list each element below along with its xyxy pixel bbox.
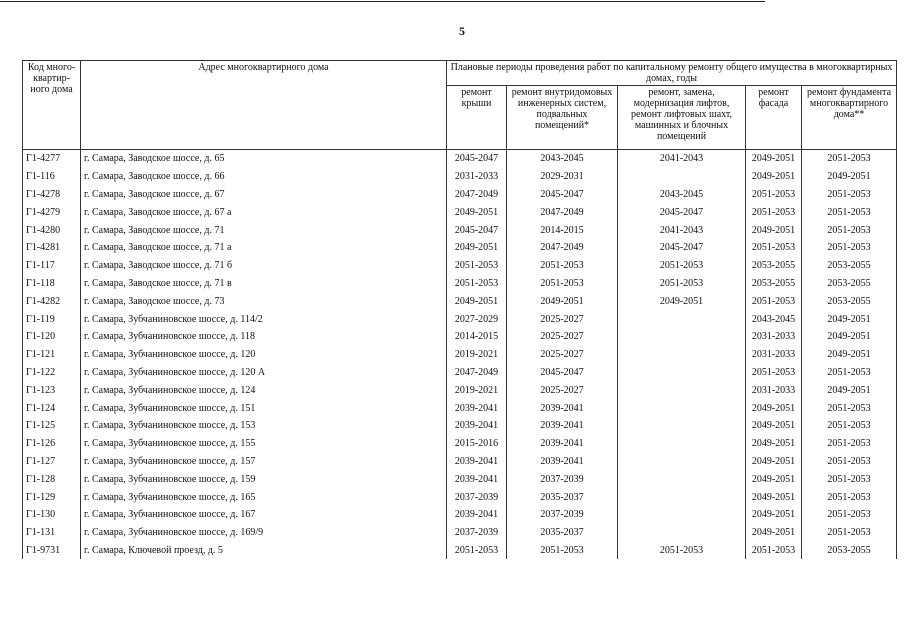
header-engineering: ремонт внутридомовых инженерных систем, подвальных помещений* bbox=[507, 86, 618, 150]
table-row bbox=[23, 257, 897, 275]
facade-period-cell: 2031-2033 bbox=[746, 328, 802, 346]
table-row bbox=[23, 399, 897, 417]
foundation-period-cell: 2051-2053 bbox=[802, 417, 897, 435]
facade-period-cell: 2049-2051 bbox=[746, 221, 802, 239]
foundation-period-cell: 2051-2053 bbox=[802, 186, 897, 204]
elevators-period-cell bbox=[618, 453, 746, 471]
table-row bbox=[23, 275, 897, 293]
page-number: 5 bbox=[459, 24, 465, 38]
table-row bbox=[23, 506, 897, 524]
address-cell: г. Самара, Зубчаниновское шоссе, д. 167 bbox=[81, 506, 447, 524]
elevators-period-cell bbox=[618, 168, 746, 186]
roof-period-cell: 2019-2021 bbox=[447, 346, 507, 364]
table-body bbox=[23, 150, 897, 560]
foundation-period-cell: 2049-2051 bbox=[802, 381, 897, 399]
roof-period-cell: 2039-2041 bbox=[447, 470, 507, 488]
engineering-period-cell: 2047-2049 bbox=[507, 239, 618, 257]
table-row bbox=[23, 310, 897, 328]
facade-period-cell: 2049-2051 bbox=[746, 524, 802, 542]
elevators-period-cell bbox=[618, 488, 746, 506]
facade-period-cell: 2049-2051 bbox=[746, 168, 802, 186]
engineering-period-cell: 2043-2045 bbox=[507, 150, 618, 168]
engineering-period-cell: 2039-2041 bbox=[507, 399, 618, 417]
roof-period-cell: 2031-2033 bbox=[447, 168, 507, 186]
facade-period-cell: 2051-2053 bbox=[746, 292, 802, 310]
roof-period-cell: 2019-2021 bbox=[447, 381, 507, 399]
table-row bbox=[23, 470, 897, 488]
engineering-period-cell: 2025-2027 bbox=[507, 310, 618, 328]
elevators-period-cell bbox=[618, 399, 746, 417]
address-cell: г. Самара, Заводское шоссе, д. 65 bbox=[81, 150, 447, 168]
roof-period-cell: 2039-2041 bbox=[447, 453, 507, 471]
facade-period-cell: 2049-2051 bbox=[746, 453, 802, 471]
engineering-period-cell: 2025-2027 bbox=[507, 328, 618, 346]
house-code-cell: Г1-126 bbox=[23, 435, 81, 453]
elevators-period-cell bbox=[618, 417, 746, 435]
engineering-period-cell: 2037-2039 bbox=[507, 470, 618, 488]
facade-period-cell: 2051-2053 bbox=[746, 364, 802, 382]
elevators-period-cell bbox=[618, 435, 746, 453]
engineering-period-cell: 2025-2027 bbox=[507, 346, 618, 364]
engineering-period-cell: 2037-2039 bbox=[507, 506, 618, 524]
header-facade: ремонт фасада bbox=[746, 86, 802, 150]
foundation-period-cell: 2051-2053 bbox=[802, 435, 897, 453]
table-row bbox=[23, 203, 897, 221]
address-cell: г. Самара, Зубчаниновское шоссе, д. 151 bbox=[81, 399, 447, 417]
roof-period-cell: 2037-2039 bbox=[447, 524, 507, 542]
table-row bbox=[23, 364, 897, 382]
house-code-cell: Г1-123 bbox=[23, 381, 81, 399]
roof-period-cell: 2014-2015 bbox=[447, 328, 507, 346]
foundation-period-cell: 2053-2055 bbox=[802, 257, 897, 275]
address-cell: г. Самара, Заводское шоссе, д. 71 в bbox=[81, 275, 447, 293]
foundation-period-cell: 2053-2055 bbox=[802, 292, 897, 310]
table-row bbox=[23, 453, 897, 471]
engineering-period-cell: 2029-2031 bbox=[507, 168, 618, 186]
facade-period-cell: 2051-2053 bbox=[746, 203, 802, 221]
engineering-period-cell: 2039-2041 bbox=[507, 453, 618, 471]
facade-period-cell: 2049-2051 bbox=[746, 506, 802, 524]
engineering-period-cell: 2035-2037 bbox=[507, 488, 618, 506]
elevators-period-cell bbox=[618, 470, 746, 488]
foundation-period-cell: 2049-2051 bbox=[802, 310, 897, 328]
foundation-period-cell: 2051-2053 bbox=[802, 203, 897, 221]
top-rule bbox=[0, 1, 765, 2]
house-code-cell: Г1-4281 bbox=[23, 239, 81, 257]
house-code-cell: Г1-130 bbox=[23, 506, 81, 524]
elevators-period-cell bbox=[618, 328, 746, 346]
house-code-cell: Г1-121 bbox=[23, 346, 81, 364]
house-code-cell: Г1-116 bbox=[23, 168, 81, 186]
roof-period-cell: 2039-2041 bbox=[447, 417, 507, 435]
header-code: Код много-квартир-ного дома bbox=[23, 61, 81, 150]
house-code-cell: Г1-119 bbox=[23, 310, 81, 328]
facade-period-cell: 2049-2051 bbox=[746, 435, 802, 453]
address-cell: г. Самара, Заводское шоссе, д. 71 а bbox=[81, 239, 447, 257]
house-code-cell: Г1-127 bbox=[23, 453, 81, 471]
roof-period-cell: 2049-2051 bbox=[447, 292, 507, 310]
roof-period-cell: 2037-2039 bbox=[447, 488, 507, 506]
facade-period-cell: 2031-2033 bbox=[746, 381, 802, 399]
elevators-period-cell bbox=[618, 381, 746, 399]
address-cell: г. Самара, Зубчаниновское шоссе, д. 120 А bbox=[81, 364, 447, 382]
engineering-period-cell: 2045-2047 bbox=[507, 364, 618, 382]
foundation-period-cell: 2051-2053 bbox=[802, 470, 897, 488]
elevators-period-cell: 2051-2053 bbox=[618, 542, 746, 560]
foundation-period-cell: 2049-2051 bbox=[802, 346, 897, 364]
engineering-period-cell: 2039-2041 bbox=[507, 435, 618, 453]
table-row bbox=[23, 292, 897, 310]
facade-period-cell: 2053-2055 bbox=[746, 275, 802, 293]
foundation-period-cell: 2051-2053 bbox=[802, 524, 897, 542]
elevators-period-cell: 2045-2047 bbox=[618, 239, 746, 257]
foundation-period-cell: 2053-2055 bbox=[802, 275, 897, 293]
house-code-cell: Г1-124 bbox=[23, 399, 81, 417]
elevators-period-cell bbox=[618, 346, 746, 364]
roof-period-cell: 2051-2053 bbox=[447, 542, 507, 560]
roof-period-cell: 2047-2049 bbox=[447, 364, 507, 382]
header-foundation: ремонт фундамента многоквартирного дома** bbox=[802, 86, 897, 150]
table-row bbox=[23, 346, 897, 364]
house-code-cell: Г1-4280 bbox=[23, 221, 81, 239]
house-code-cell: Г1-4278 bbox=[23, 186, 81, 204]
facade-period-cell: 2051-2053 bbox=[746, 186, 802, 204]
foundation-period-cell: 2051-2053 bbox=[802, 506, 897, 524]
house-code-cell: Г1-118 bbox=[23, 275, 81, 293]
roof-period-cell: 2039-2041 bbox=[447, 399, 507, 417]
facade-period-cell: 2051-2053 bbox=[746, 239, 802, 257]
engineering-period-cell: 2014-2015 bbox=[507, 221, 618, 239]
table-row bbox=[23, 186, 897, 204]
elevators-period-cell bbox=[618, 364, 746, 382]
table-row bbox=[23, 150, 897, 168]
roof-period-cell: 2049-2051 bbox=[447, 203, 507, 221]
address-cell: г. Самара, Зубчаниновское шоссе, д. 169/9 bbox=[81, 524, 447, 542]
house-code-cell: Г1-117 bbox=[23, 257, 81, 275]
address-cell: г. Самара, Заводское шоссе, д. 71 bbox=[81, 221, 447, 239]
facade-period-cell: 2049-2051 bbox=[746, 150, 802, 168]
house-code-cell: Г1-120 bbox=[23, 328, 81, 346]
engineering-period-cell: 2049-2051 bbox=[507, 292, 618, 310]
header-elevators: ремонт, замена, модернизация лифтов, ремонт лифтовых шахт, машинных и блочных помещений bbox=[618, 86, 746, 150]
address-cell: г. Самара, Заводское шоссе, д. 67 а bbox=[81, 203, 447, 221]
address-cell: г. Самара, Зубчаниновское шоссе, д. 118 bbox=[81, 328, 447, 346]
engineering-period-cell: 2047-2049 bbox=[507, 203, 618, 221]
engineering-period-cell: 2051-2053 bbox=[507, 542, 618, 560]
foundation-period-cell: 2051-2053 bbox=[802, 488, 897, 506]
facade-period-cell: 2049-2051 bbox=[746, 417, 802, 435]
roof-period-cell: 2039-2041 bbox=[447, 506, 507, 524]
address-cell: г. Самара, Заводское шоссе, д. 66 bbox=[81, 168, 447, 186]
facade-period-cell: 2051-2053 bbox=[746, 542, 802, 560]
house-code-cell: Г1-4282 bbox=[23, 292, 81, 310]
foundation-period-cell: 2049-2051 bbox=[802, 328, 897, 346]
table-row bbox=[23, 328, 897, 346]
house-code-cell: Г1-9731 bbox=[23, 542, 81, 560]
elevators-period-cell: 2041-2043 bbox=[618, 150, 746, 168]
house-code-cell: Г1-4279 bbox=[23, 203, 81, 221]
foundation-period-cell: 2051-2053 bbox=[802, 221, 897, 239]
facade-period-cell: 2031-2033 bbox=[746, 346, 802, 364]
table-row bbox=[23, 488, 897, 506]
foundation-period-cell: 2051-2053 bbox=[802, 150, 897, 168]
foundation-period-cell: 2049-2051 bbox=[802, 168, 897, 186]
header-roof: ремонт крыши bbox=[447, 86, 507, 150]
roof-period-cell: 2045-2047 bbox=[447, 150, 507, 168]
elevators-period-cell bbox=[618, 524, 746, 542]
address-cell: г. Самара, Заводское шоссе, д. 73 bbox=[81, 292, 447, 310]
roof-period-cell: 2051-2053 bbox=[447, 257, 507, 275]
engineering-period-cell: 2051-2053 bbox=[507, 257, 618, 275]
table-row bbox=[23, 221, 897, 239]
engineering-period-cell: 2039-2041 bbox=[507, 417, 618, 435]
address-cell: г. Самара, Ключевой проезд, д. 5 bbox=[81, 542, 447, 560]
roof-period-cell: 2047-2049 bbox=[447, 186, 507, 204]
elevators-period-cell bbox=[618, 310, 746, 328]
header-periods: Плановые периоды проведения работ по капитальному ремонту общего имущества в многоквартирных домах, годы bbox=[447, 61, 897, 86]
house-code-cell: Г1-125 bbox=[23, 417, 81, 435]
foundation-period-cell: 2051-2053 bbox=[802, 399, 897, 417]
facade-period-cell: 2049-2051 bbox=[746, 470, 802, 488]
house-code-cell: Г1-4277 bbox=[23, 150, 81, 168]
facade-period-cell: 2049-2051 bbox=[746, 488, 802, 506]
address-cell: г. Самара, Зубчаниновское шоссе, д. 165 bbox=[81, 488, 447, 506]
foundation-period-cell: 2051-2053 bbox=[802, 364, 897, 382]
table-row bbox=[23, 381, 897, 399]
roof-period-cell: 2049-2051 bbox=[447, 239, 507, 257]
roof-period-cell: 2045-2047 bbox=[447, 221, 507, 239]
table-row bbox=[23, 524, 897, 542]
house-code-cell: Г1-122 bbox=[23, 364, 81, 382]
address-cell: г. Самара, Зубчаниновское шоссе, д. 124 bbox=[81, 381, 447, 399]
roof-period-cell: 2015-2016 bbox=[447, 435, 507, 453]
table-row bbox=[23, 435, 897, 453]
address-cell: г. Самара, Зубчаниновское шоссе, д. 114/2 bbox=[81, 310, 447, 328]
address-cell: г. Самара, Зубчаниновское шоссе, д. 155 bbox=[81, 435, 447, 453]
address-cell: г. Самара, Зубчаниновское шоссе, д. 157 bbox=[81, 453, 447, 471]
table-row bbox=[23, 542, 897, 560]
table-row bbox=[23, 417, 897, 435]
facade-period-cell: 2053-2055 bbox=[746, 257, 802, 275]
house-code-cell: Г1-131 bbox=[23, 524, 81, 542]
elevators-period-cell: 2051-2053 bbox=[618, 257, 746, 275]
foundation-period-cell: 2053-2055 bbox=[802, 542, 897, 560]
elevators-period-cell: 2045-2047 bbox=[618, 203, 746, 221]
house-code-cell: Г1-128 bbox=[23, 470, 81, 488]
house-code-cell: Г1-129 bbox=[23, 488, 81, 506]
elevators-period-cell bbox=[618, 506, 746, 524]
table-row bbox=[23, 239, 897, 257]
facade-period-cell: 2049-2051 bbox=[746, 399, 802, 417]
address-cell: г. Самара, Зубчаниновское шоссе, д. 159 bbox=[81, 470, 447, 488]
elevators-period-cell: 2043-2045 bbox=[618, 186, 746, 204]
roof-period-cell: 2051-2053 bbox=[447, 275, 507, 293]
engineering-period-cell: 2045-2047 bbox=[507, 186, 618, 204]
engineering-period-cell: 2025-2027 bbox=[507, 381, 618, 399]
repair-schedule-table bbox=[22, 60, 897, 559]
address-cell: г. Самара, Зубчаниновское шоссе, д. 120 bbox=[81, 346, 447, 364]
header-address: Адрес многоквартирного дома bbox=[81, 61, 447, 150]
foundation-period-cell: 2051-2053 bbox=[802, 453, 897, 471]
roof-period-cell: 2027-2029 bbox=[447, 310, 507, 328]
address-cell: г. Самара, Зубчаниновское шоссе, д. 153 bbox=[81, 417, 447, 435]
table-row bbox=[23, 168, 897, 186]
address-cell: г. Самара, Заводское шоссе, д. 71 б bbox=[81, 257, 447, 275]
engineering-period-cell: 2035-2037 bbox=[507, 524, 618, 542]
address-cell: г. Самара, Заводское шоссе, д. 67 bbox=[81, 186, 447, 204]
foundation-period-cell: 2051-2053 bbox=[802, 239, 897, 257]
engineering-period-cell: 2051-2053 bbox=[507, 275, 618, 293]
elevators-period-cell: 2041-2043 bbox=[618, 221, 746, 239]
elevators-period-cell: 2051-2053 bbox=[618, 275, 746, 293]
elevators-period-cell: 2049-2051 bbox=[618, 292, 746, 310]
facade-period-cell: 2043-2045 bbox=[746, 310, 802, 328]
